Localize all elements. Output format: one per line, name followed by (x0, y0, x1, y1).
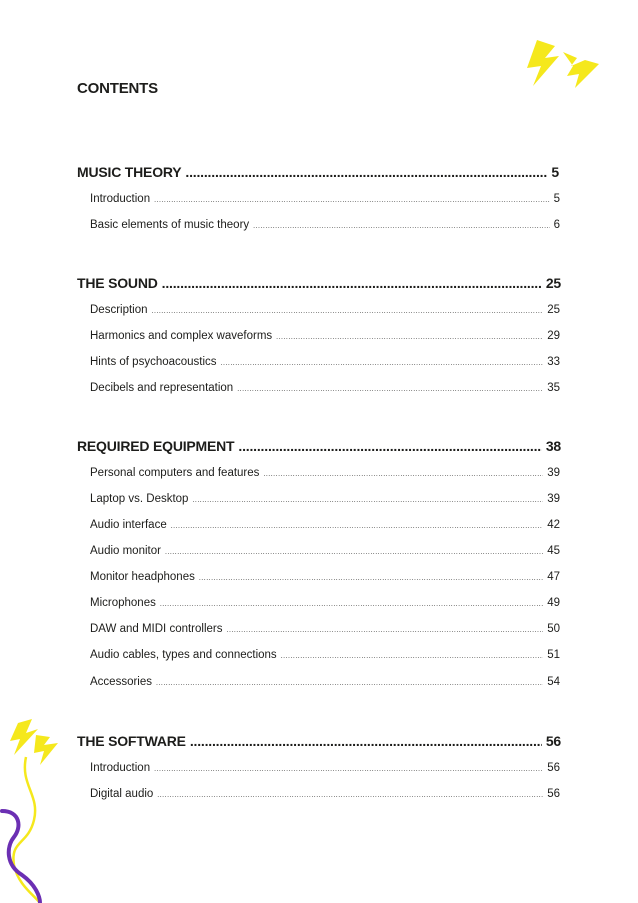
toc-leader-dots (281, 653, 544, 660)
toc-leader-dots (165, 549, 543, 556)
toc-leader-dots (199, 575, 543, 582)
toc-leader-dots (227, 627, 544, 634)
toc-leader-dots (276, 334, 543, 341)
toc-item[interactable] (90, 649, 560, 661)
toc-item[interactable] (90, 676, 560, 688)
toc-page-number: 39 (547, 493, 560, 505)
toc-section-heading[interactable] (77, 733, 561, 749)
toc-item[interactable] (90, 356, 560, 368)
toc-leader-dots (154, 766, 543, 773)
toc-label: Audio interface (90, 519, 167, 531)
toc-label: MUSIC THEORY (77, 164, 182, 180)
toc-leader-dots (162, 275, 542, 291)
toc-item[interactable] (90, 382, 560, 394)
toc-leader-dots (156, 680, 543, 687)
toc-item[interactable] (90, 493, 560, 505)
toc-page-number: 49 (547, 597, 560, 609)
toc-item[interactable] (90, 330, 560, 342)
toc-item[interactable] (90, 467, 560, 479)
toc-leader-dots (253, 223, 549, 230)
toc-label: Decibels and representation (90, 382, 234, 394)
toc-label: THE SOUND (77, 275, 158, 291)
toc-leader-dots (238, 438, 541, 454)
toc-page-number: 50 (547, 623, 560, 635)
toc-item[interactable] (90, 762, 560, 774)
toc-label: Laptop vs. Desktop (90, 493, 189, 505)
toc-item[interactable] (90, 545, 560, 557)
toc-label: Hints of psychoacoustics (90, 356, 217, 368)
toc-label: REQUIRED EQUIPMENT (77, 438, 235, 454)
toc-item[interactable] (90, 623, 560, 635)
toc-item[interactable] (90, 571, 560, 583)
toc-label: Description (90, 304, 148, 316)
lightning-squiggle-bottom-icon (0, 715, 70, 903)
toc-item[interactable] (90, 597, 560, 609)
toc-leader-dots (171, 523, 543, 530)
toc-page-number: 6 (553, 219, 560, 231)
toc-label: Audio cables, types and connections (90, 649, 277, 661)
toc-section-heading[interactable] (77, 164, 559, 180)
toc-leader-dots (154, 197, 549, 204)
toc-page-number: 25 (545, 275, 561, 291)
toc-leader-dots (237, 386, 543, 393)
toc-label: Audio monitor (90, 545, 161, 557)
toc-page-number: 25 (547, 304, 560, 316)
toc-leader-dots (190, 733, 542, 749)
toc-leader-dots (152, 308, 544, 315)
toc-page-number: 45 (547, 545, 560, 557)
toc-leader-dots (160, 601, 543, 608)
toc-item[interactable] (90, 219, 560, 231)
toc-page-number: 56 (547, 762, 560, 774)
toc-item[interactable] (90, 193, 560, 205)
toc-label: Accessories (90, 676, 152, 688)
toc-item[interactable] (90, 519, 560, 531)
toc-page-number: 51 (547, 649, 560, 661)
toc-label: Introduction (90, 762, 151, 774)
toc-page-number: 47 (547, 571, 560, 583)
toc-item[interactable] (90, 788, 560, 800)
toc-label: Monitor headphones (90, 571, 195, 583)
toc-page-number: 42 (547, 519, 560, 531)
toc-page-number: 54 (547, 676, 560, 688)
toc-leader-dots (185, 164, 547, 180)
toc-leader-dots (157, 792, 543, 799)
toc-page-number: 29 (547, 330, 560, 342)
toc-section-heading[interactable] (77, 438, 561, 454)
toc-section-heading[interactable] (77, 275, 561, 291)
toc-label: DAW and MIDI controllers (90, 623, 223, 635)
toc-page-number: 56 (545, 733, 561, 749)
toc-page-number: 39 (547, 467, 560, 479)
toc-page-number: 35 (547, 382, 560, 394)
toc-label: Personal computers and features (90, 467, 260, 479)
page-title: CONTENTS (77, 80, 158, 97)
toc-label: Digital audio (90, 788, 154, 800)
toc-page-number: 38 (545, 438, 561, 454)
toc-label: Basic elements of music theory (90, 219, 250, 231)
toc-page-number: 33 (547, 356, 560, 368)
toc-leader-dots (221, 360, 544, 367)
toc-leader-dots (263, 471, 543, 478)
toc-label: THE SOFTWARE (77, 733, 186, 749)
toc-label: Harmonics and complex waveforms (90, 330, 273, 342)
toc-label: Introduction (90, 193, 151, 205)
toc-item[interactable] (90, 304, 560, 316)
toc-leader-dots (192, 497, 543, 504)
toc-page-number: 5 (553, 193, 560, 205)
lightning-bolt-top-icon (515, 38, 605, 90)
toc-page-number: 5 (551, 164, 559, 180)
toc-page-number: 56 (547, 788, 560, 800)
toc-label: Microphones (90, 597, 156, 609)
